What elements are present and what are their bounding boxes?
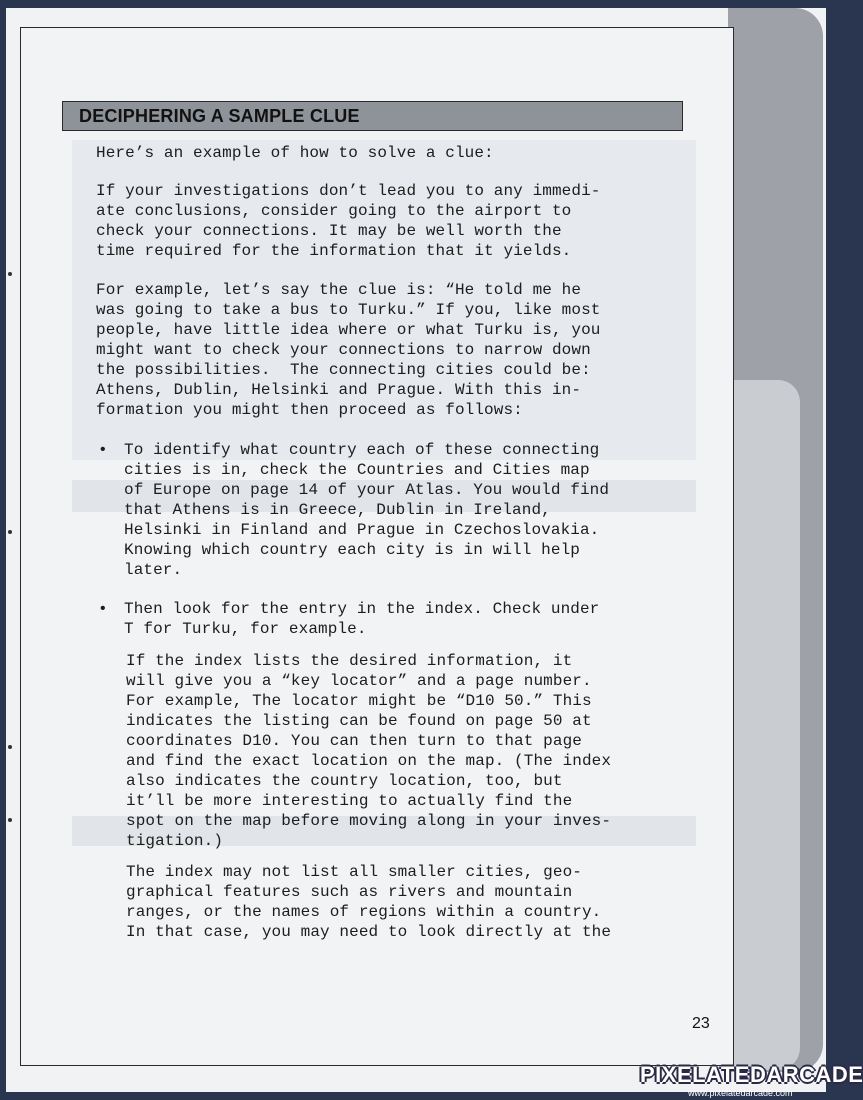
bullet-paragraph-countries: To identify what country each of these connecting cities is in, check the Countries and Cities map of Europe on page 14 of your Atlas. You would find that Athens is in Greece, Dublin in Ireland, Helsinki in Finland and Prague in Czechoslovakia. Knowing which country each city is in will help later.	[124, 441, 610, 579]
bullet-paragraph-index: Then look for the entry in the index. Check under T for Turku, for example.	[124, 600, 600, 638]
bullet-marker: •	[98, 441, 108, 459]
bullet-marker: •	[98, 600, 108, 618]
binding-mark	[8, 272, 12, 276]
binding-mark	[8, 530, 12, 534]
intro-paragraph: Here’s an example of how to solve a clue:	[96, 144, 494, 162]
section-title: DECIPHERING A SAMPLE CLUE	[79, 106, 360, 126]
investigations-paragraph: If your investigations don’t lead you to any immedi- ate conclusions, consider going to the airport to check your connections. It may be well worth the time required for the information that it yields.	[96, 182, 601, 260]
index-limits-paragraph: The index may not list all smaller cities, geo- graphical features such as rivers and mountain ranges, or the names of regions within a country. In that case, you may need to look directly at the	[126, 863, 612, 941]
section-header	[62, 101, 683, 131]
binding-mark	[8, 818, 12, 822]
index-info-paragraph: If the index lists the desired information, it will give you a “key locator” and a page number. For example, The locator might be “D10 50.” This indicates the listing can be found on page 50 at coordinates D10. You can then turn to that page and find the exact location on the map. (The index also indicates the country location, too, but it’ll be more interesting to actually find the spot on the map before moving along in your inves- tigation.)	[126, 652, 612, 850]
binding-mark	[8, 745, 12, 749]
watermark-logo: PIXELATEDARCADE	[640, 1062, 863, 1087]
example-paragraph: For example, let’s say the clue is: “He told me he was going to take a bus to Turku.” If you, like most people, have little idea where or what Turku is, you might want to check your connections to narrow down the possibilities. The connecting cities could be: Athens, Dublin, Helsinki and Prague. With this in- formation you might then proceed as follows:	[96, 281, 601, 419]
page-tab-inner	[730, 380, 800, 1070]
watermark-url: www.pixelatedarcade.com	[688, 1088, 793, 1098]
page-number: 23	[692, 1015, 710, 1032]
